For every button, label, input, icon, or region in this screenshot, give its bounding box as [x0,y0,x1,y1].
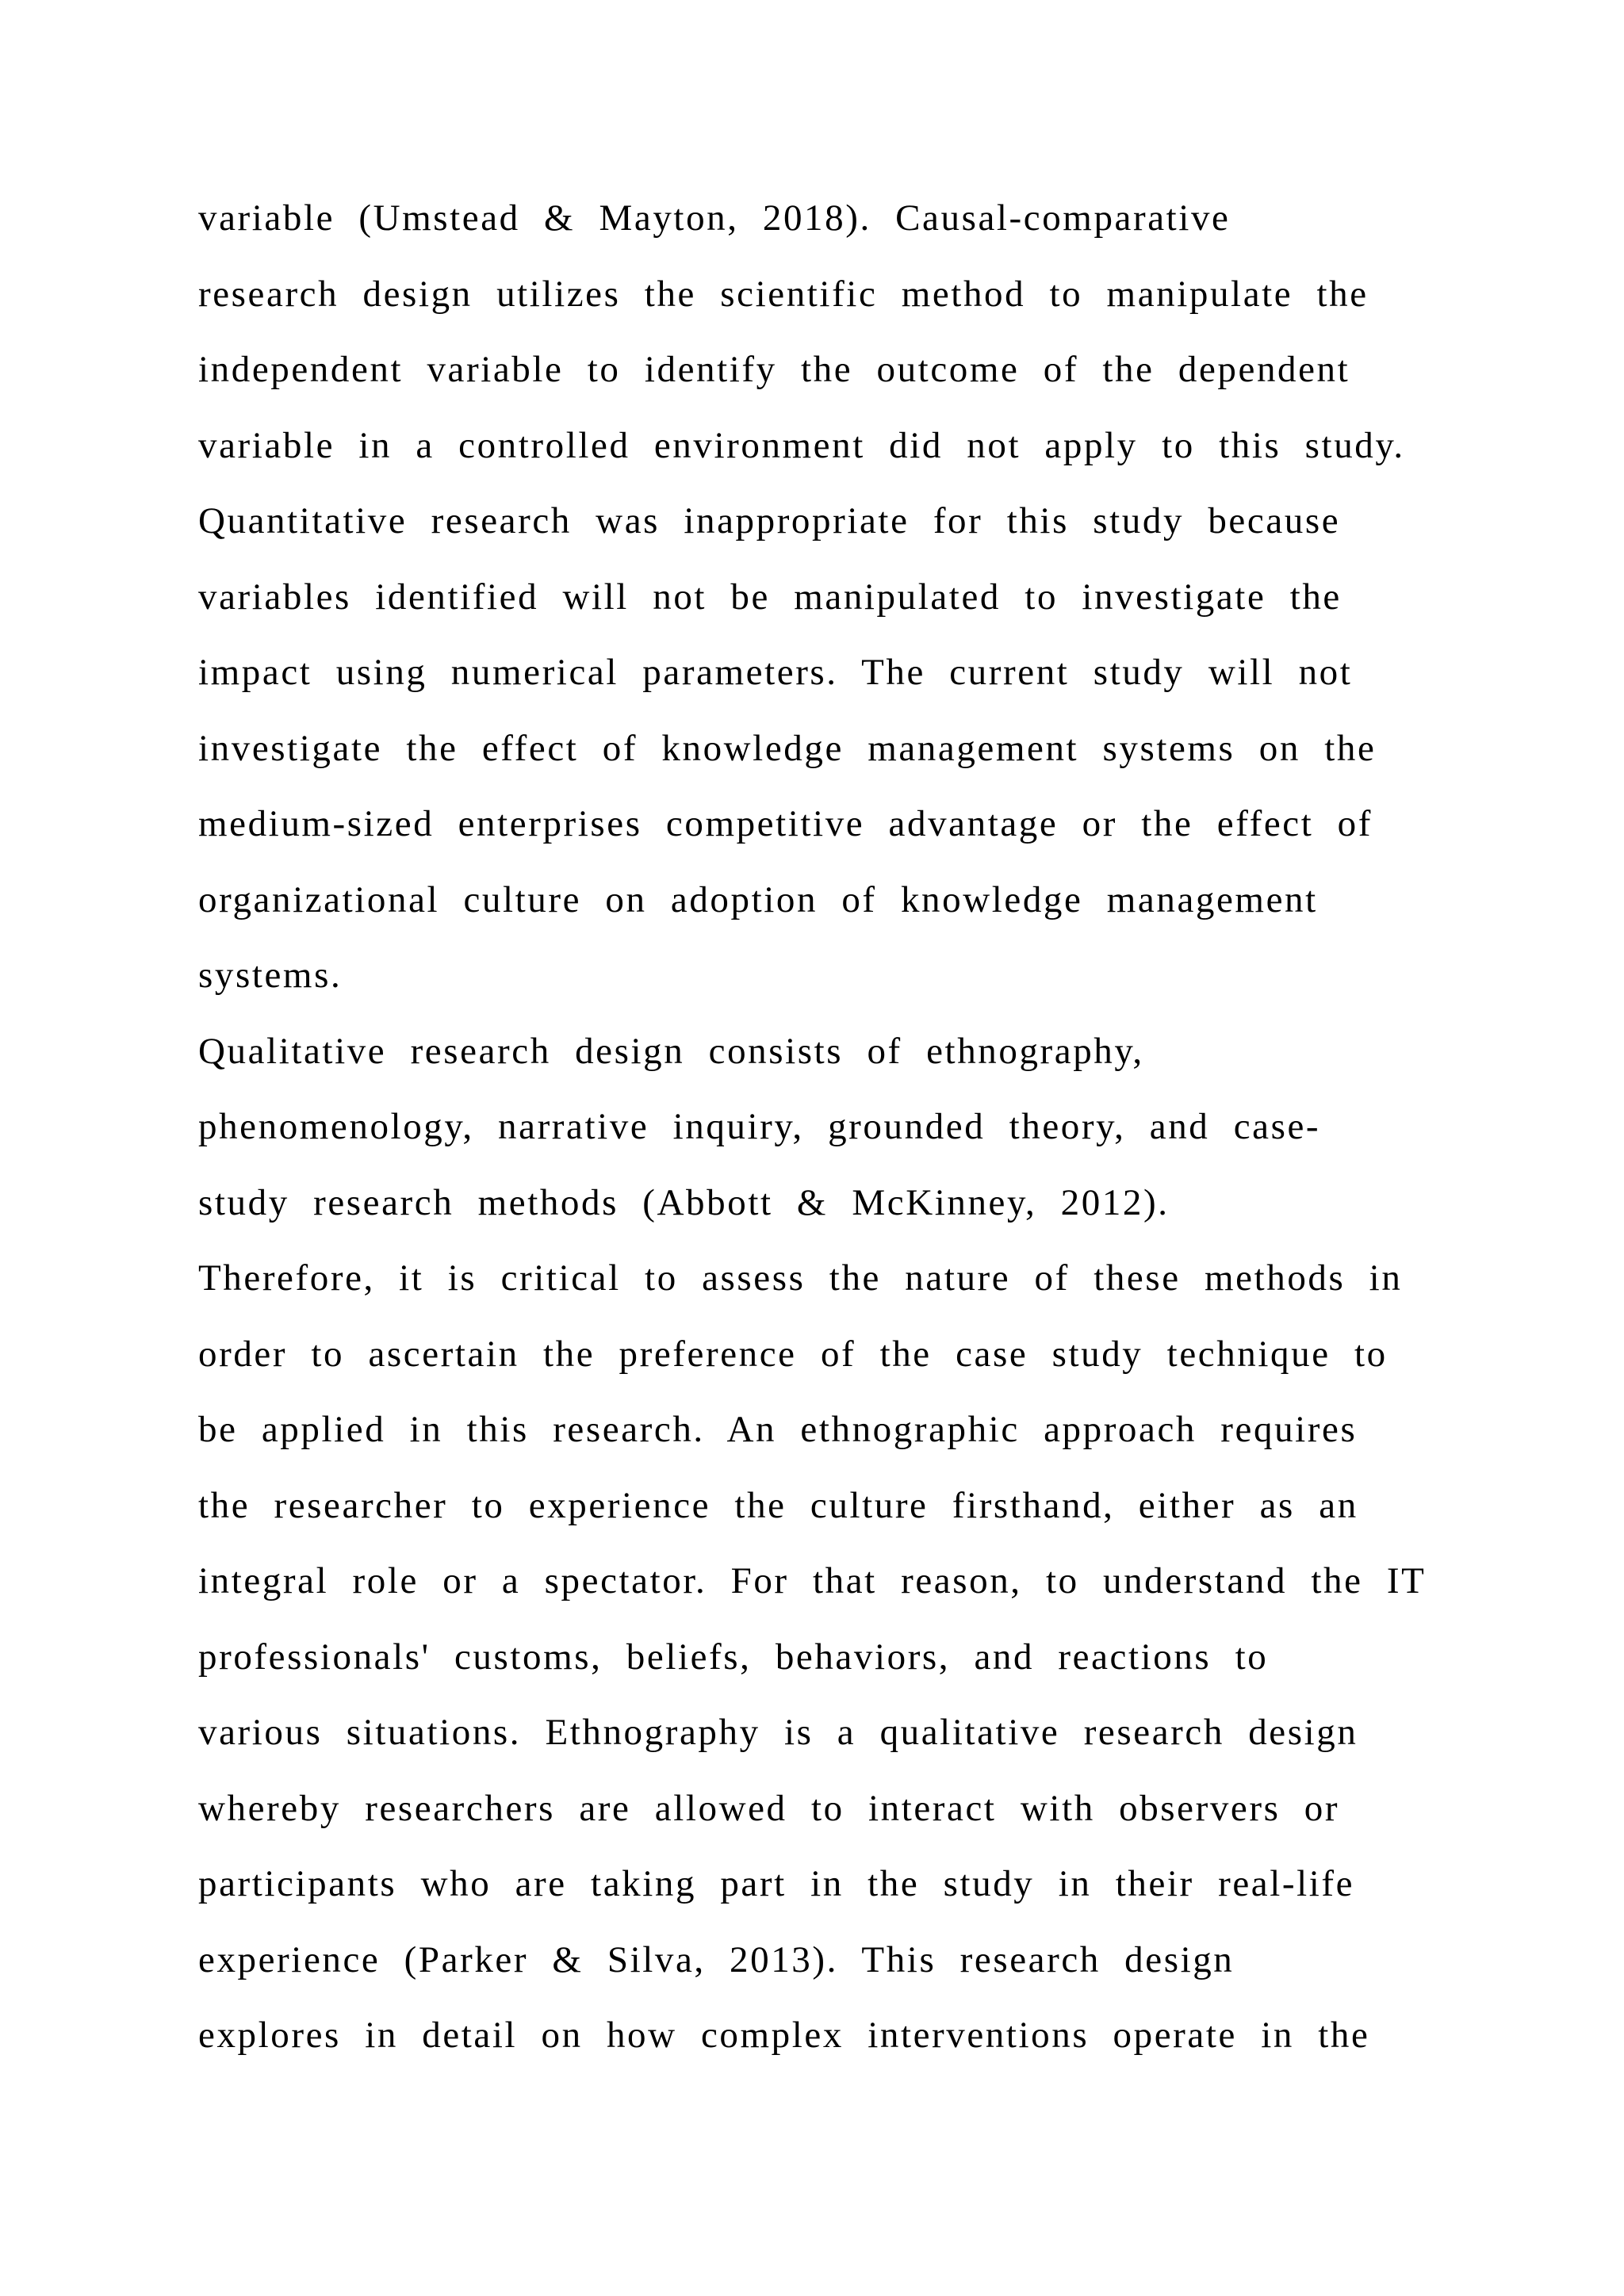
text-line: the researcher to experience the culture firsthand, either as an [198,1484,1358,1526]
text-line: investigate the effect of knowledge management systems on the [198,727,1377,769]
text-line: variables identified will not be manipulated to investigate the [198,576,1342,618]
text-line: Qualitative research design consists of ethnography, [198,1030,1144,1072]
text-line: medium-sized enterprises competitive advantage or the effect of [198,803,1373,844]
text-line: variable in a controlled environment did not apply to this study. [198,424,1405,466]
text-line: impact using numerical parameters. The current study will not [198,652,1353,693]
text-line: Therefore, it is critical to assess the nature of these methods in [198,1257,1403,1299]
text-line: organizational culture on adoption of knowledge management [198,878,1318,920]
text-line: experience (Parker & Silva, 2013). This research design [198,1938,1235,1980]
text-line: Quantitative research was inappropriate for this study because [198,500,1341,541]
text-line: study research methods (Abbott & McKinney, 2012). [198,1181,1170,1223]
text-line: explores in detail on how complex interventions operate in the [198,2015,1370,2056]
text-line: variable (Umstead & Mayton, 2018). Causal-comparative [198,197,1231,239]
text-line: be applied in this research. An ethnographic approach requires [198,1409,1358,1450]
text-line: whereby researchers are allowed to interact with observers or [198,1787,1340,1829]
text-line: various situations. Ethnography is a qualitative research design [198,1712,1358,1753]
body-text-block [198,181,1435,2074]
text-line: participants who are taking part in the study in their real-life [198,1863,1355,1904]
text-line: systems. [198,955,343,996]
text-line: research design utilizes the scientific method to manipulate the [198,273,1369,315]
text-line: phenomenology, narrative inquiry, grounded theory, and case- [198,1106,1321,1147]
text-line: professionals' customs, beliefs, behaviors, and reactions to [198,1636,1269,1678]
text-line: independent variable to identify the outcome of the dependent [198,349,1350,390]
text-line: order to ascertain the preference of the case study technique to [198,1333,1388,1375]
text-line: integral role or a spectator. For that reason, to understand the IT [198,1560,1427,1601]
